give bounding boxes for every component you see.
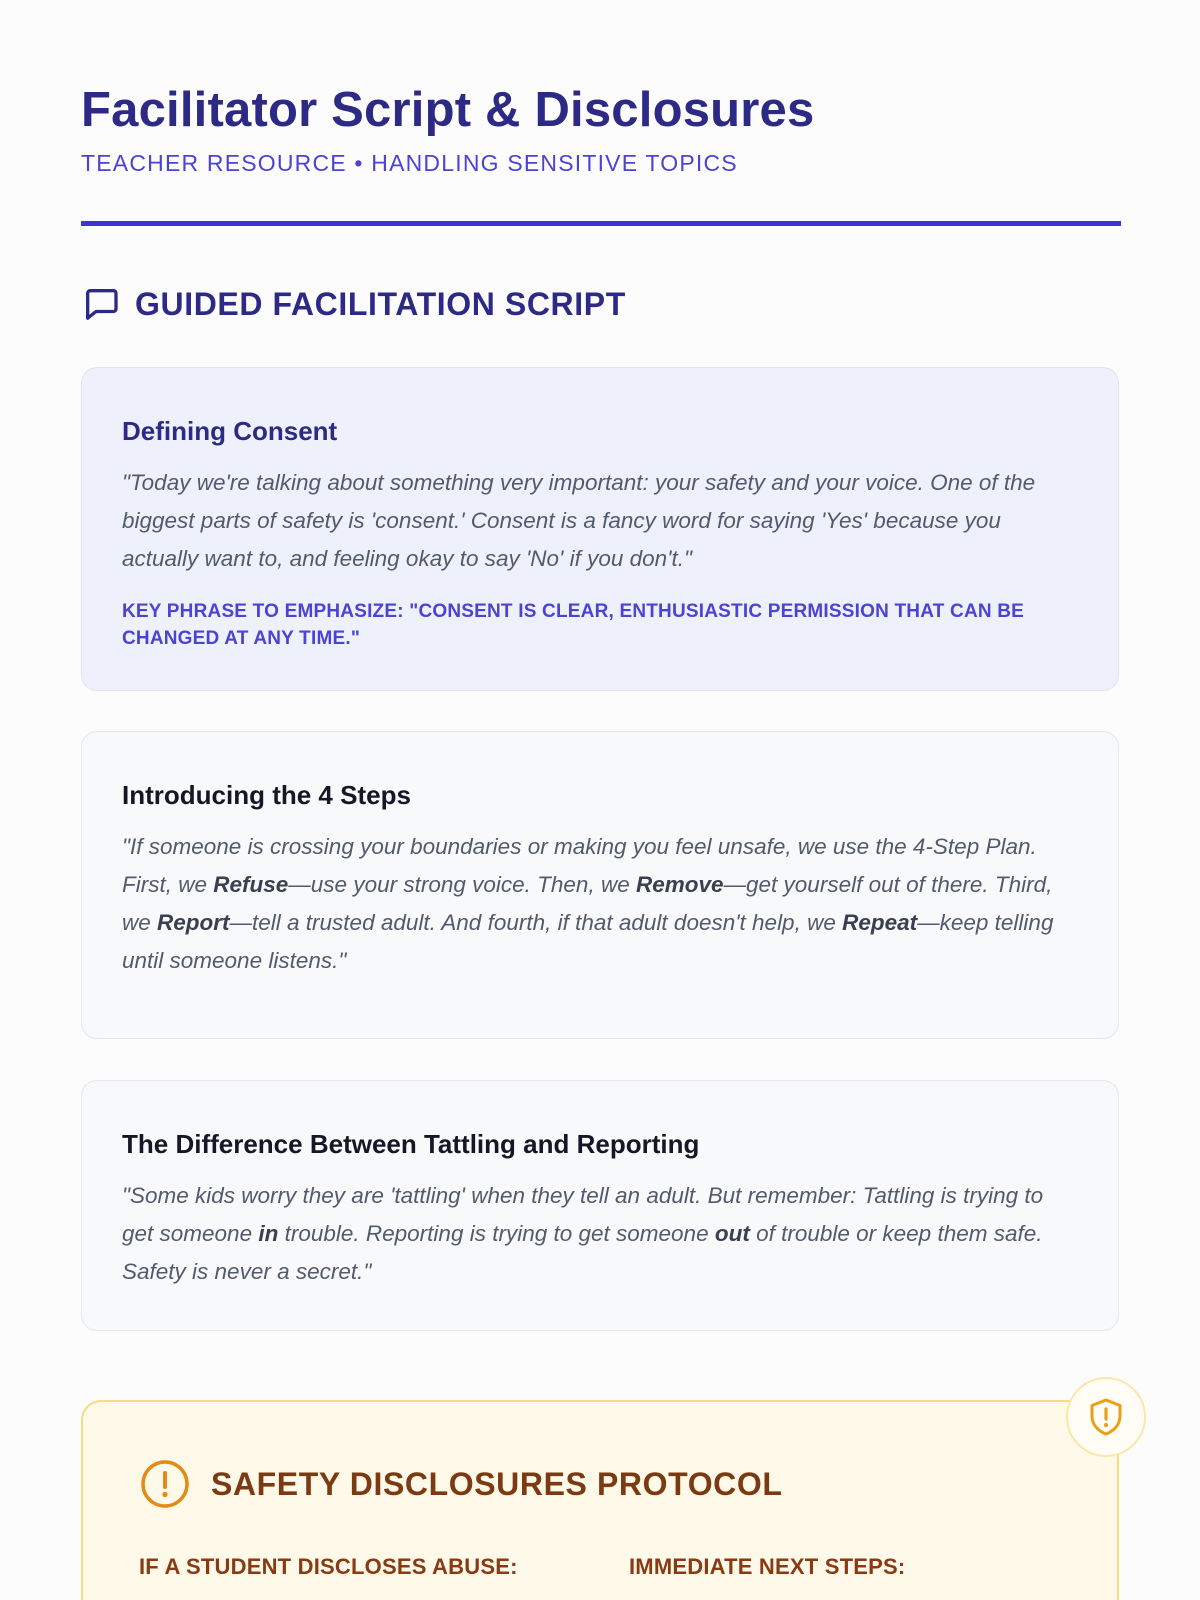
script-card-defining-consent: [81, 367, 1119, 691]
quote-text: —use your strong voice. Then, we: [288, 872, 636, 897]
quote-text: "Some kids worry they are 'tattling' when they tell an adult. But remember: Tattling is trying to get someone: [122, 1183, 1044, 1246]
safety-disclosures-panel: [81, 1400, 1119, 1600]
disclosure-column-label: IF A STUDENT DISCLOSES ABUSE:: [139, 1554, 518, 1579]
script-card-four-steps: [81, 731, 1119, 1039]
script-card-title: The Difference Between Tattling and Reporting: [122, 1129, 700, 1159]
key-phrase-callout: KEY PHRASE TO EMPHASIZE: "CONSENT IS CLEAR, ENTHUSIASTIC PERMISSION THAT CAN BE CHANGED AT ANY TIME.": [122, 601, 1025, 649]
header-divider: [81, 221, 1121, 226]
quote-emphasis-out: out: [714, 1221, 750, 1246]
quote-text: —get yourself out of there. Third, we: [122, 872, 1053, 935]
script-card-tattling-vs-reporting: [81, 1080, 1119, 1331]
chat-bubble-icon: [81, 284, 121, 324]
next-steps-column-label: IMMEDIATE NEXT STEPS:: [629, 1554, 906, 1579]
safety-section-heading: [139, 1458, 783, 1510]
quote-text: —tell a trusted adult. And fourth, if that adult doesn't help, we: [229, 910, 843, 935]
quote-emphasis-remove: Remove: [635, 872, 724, 897]
quote-text: of trouble or keep them safe. Safety is never a secret.": [122, 1221, 1043, 1284]
page-subtitle: TEACHER RESOURCE • HANDLING SENSITIVE TOPICS: [81, 150, 738, 176]
script-card-quote: "Today we're talking about something very important: your safety and your voice. One of the biggest parts of safety is 'consent.' Consent is a fancy word for saying 'Yes' because you actually want to, and feeling okay to say 'No' if you don't.": [122, 470, 1036, 571]
page-title: Facilitator Script & Disclosures: [81, 83, 815, 137]
quote-emphasis-in: in: [258, 1221, 279, 1246]
alert-circle-icon: [139, 1458, 191, 1510]
page-header: [81, 78, 1121, 178]
quote-text: trouble. Reporting is trying to get someone: [278, 1221, 715, 1246]
script-card-quote: [122, 1177, 1078, 1291]
shield-badge: [1066, 1377, 1146, 1457]
quote-emphasis-refuse: Refuse: [213, 872, 289, 897]
script-card-title: Introducing the 4 Steps: [122, 780, 411, 810]
quote-emphasis-report: Report: [157, 910, 230, 935]
shield-alert-icon: [1085, 1396, 1127, 1438]
quote-emphasis-repeat: Repeat: [842, 910, 918, 935]
script-section-heading: [81, 284, 626, 324]
script-section-title: GUIDED FACILITATION SCRIPT: [135, 285, 626, 322]
script-card-title: Defining Consent: [122, 416, 338, 446]
quote-text: —keep telling until someone listens.": [122, 910, 1054, 973]
quote-text: "If someone is crossing your boundaries or making you feel unsafe, we use the 4-Step Plan. First, we: [122, 834, 1037, 897]
script-card-quote: [122, 828, 1078, 980]
safety-section-title: SAFETY DISCLOSURES PROTOCOL: [211, 1465, 783, 1502]
